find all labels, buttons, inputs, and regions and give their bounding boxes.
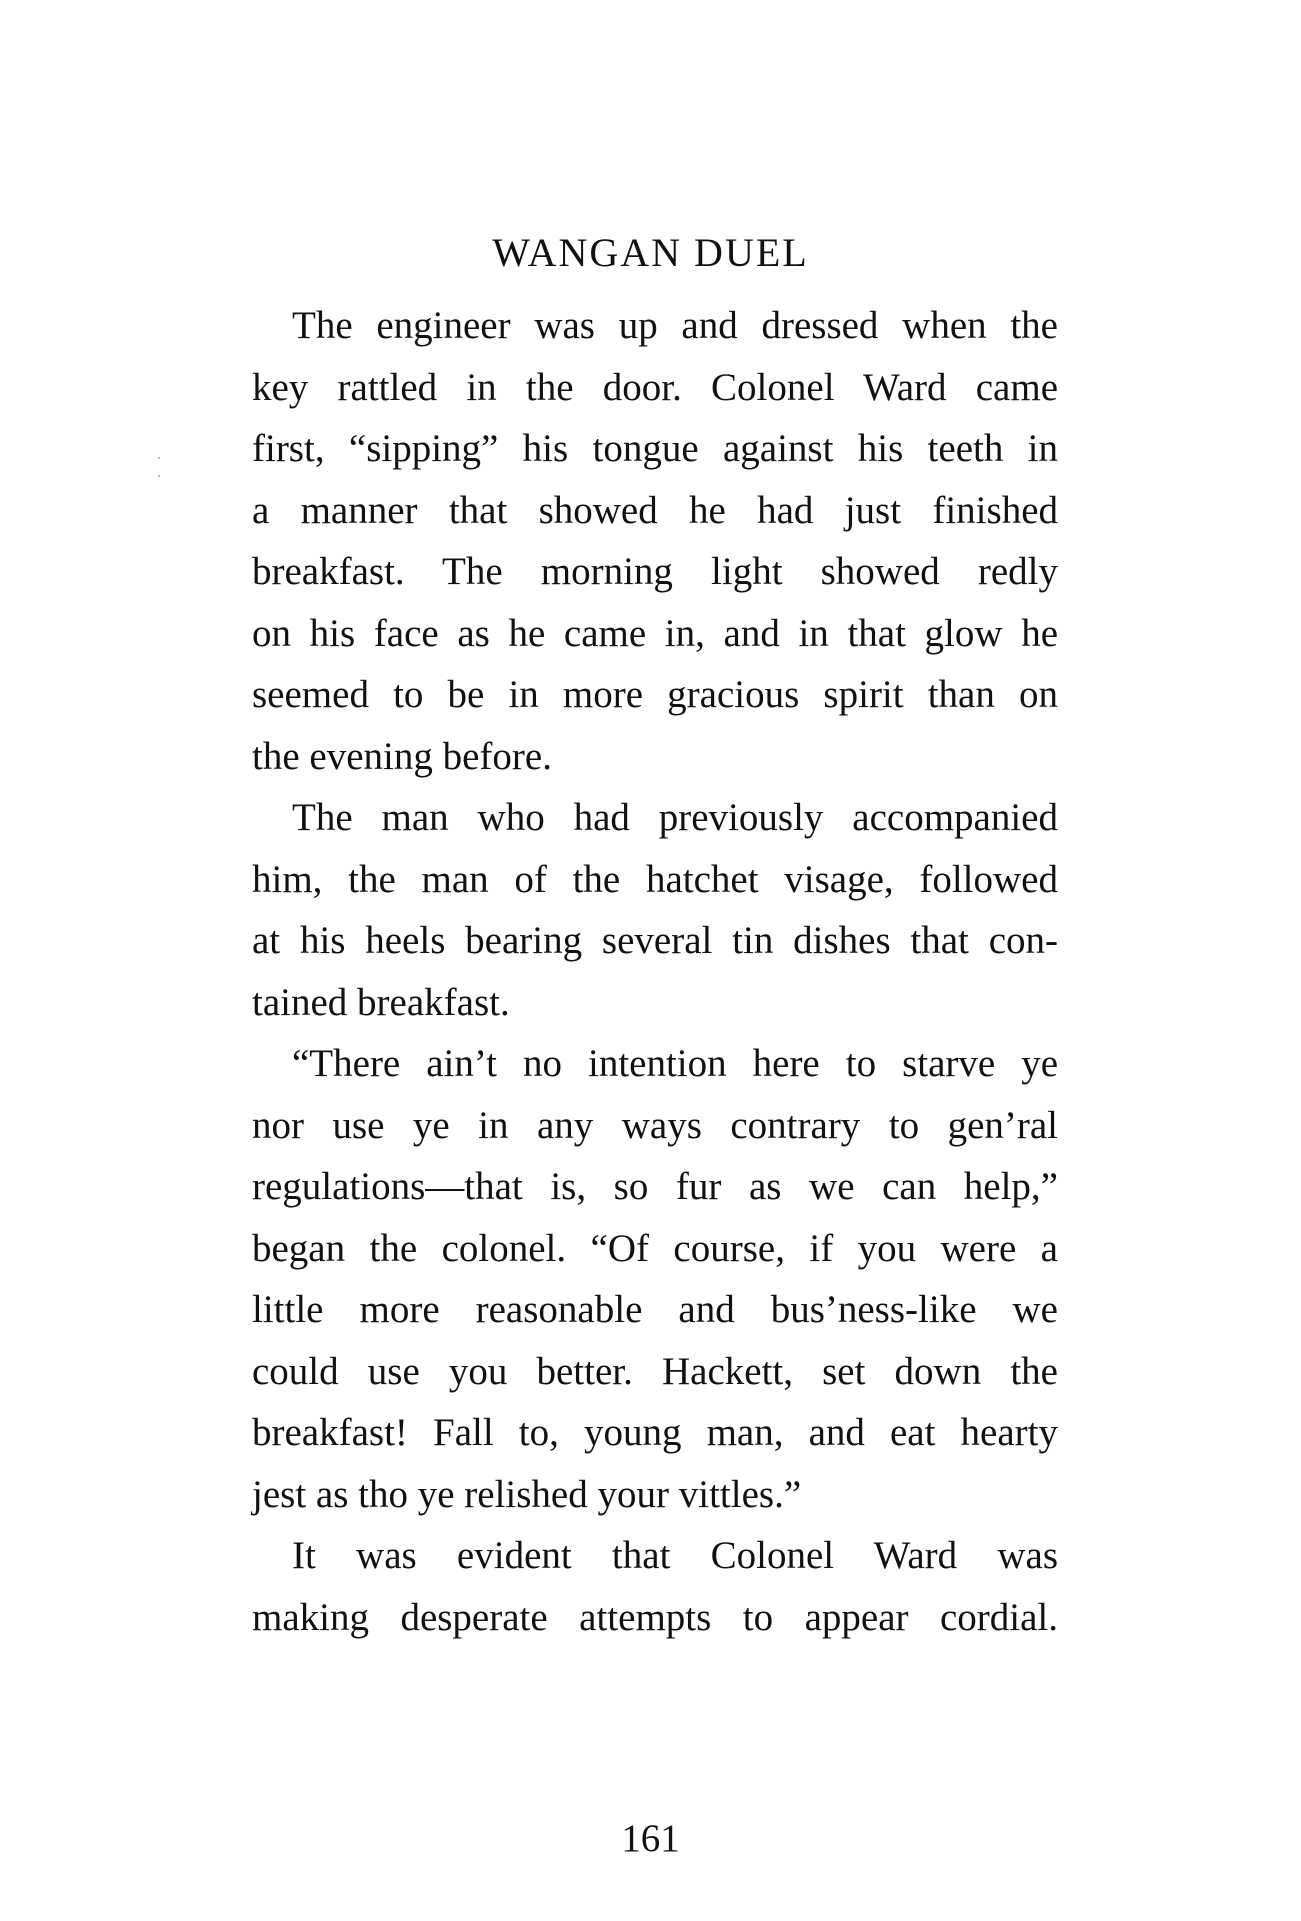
text-line: “There ain’t no intention here to starve ye [292, 1042, 1058, 1085]
text-line: him, the man of the hatchet visage, followed [252, 857, 1058, 901]
text-line: The man who had previously accompanied [292, 796, 1058, 839]
text-line: breakfast! Fall to, young man, and eat hearty [252, 1411, 1058, 1454]
text-line: The engineer was up and dressed when the [292, 304, 1058, 347]
margin-speck [158, 446, 182, 449]
text-line: making desperate attempts to appear cordial. [252, 1595, 1058, 1639]
text-line: began the colonel. “Of course, if you were a [252, 1226, 1058, 1270]
text-line: little more reasonable and bus’ness-like we [252, 1288, 1058, 1331]
paragraph-4 [252, 1525, 1058, 1648]
text-line: at his heels bearing several tin dishes that con- [252, 919, 1058, 962]
text-line: on his face as he came in, and in that glow he [252, 611, 1058, 655]
text-line: It was evident that Colonel Ward was [292, 1534, 1058, 1577]
paragraph-1 [252, 295, 1058, 787]
text-line: jest as tho ye relished your vittles.” [252, 1472, 802, 1516]
paragraph-3 [252, 1033, 1058, 1525]
text-line: could use you better. Hackett, set down the [252, 1349, 1058, 1393]
text-line: nor use ye in any ways contrary to gen’ral [252, 1103, 1058, 1147]
text-line: first, “sipping” his tongue against his teeth in [252, 427, 1058, 470]
paragraph-2 [252, 787, 1058, 1033]
text-line: key rattled in the door. Colonel Ward came [252, 365, 1058, 409]
body-text [252, 295, 1058, 1648]
page-number: 161 [621, 1817, 680, 1860]
text-line: the evening before. [252, 734, 552, 778]
text-line: breakfast. The morning light showed redly [252, 550, 1058, 593]
text-line: regulations—that is, so fur as we can help,” [252, 1165, 1058, 1208]
text-line: tained breakfast. [252, 980, 510, 1024]
text-line: seemed to be in more gracious spirit than on [252, 673, 1058, 716]
text-line: a manner that showed he had just finished [252, 488, 1058, 532]
running-head: WANGAN DUEL [492, 230, 809, 275]
